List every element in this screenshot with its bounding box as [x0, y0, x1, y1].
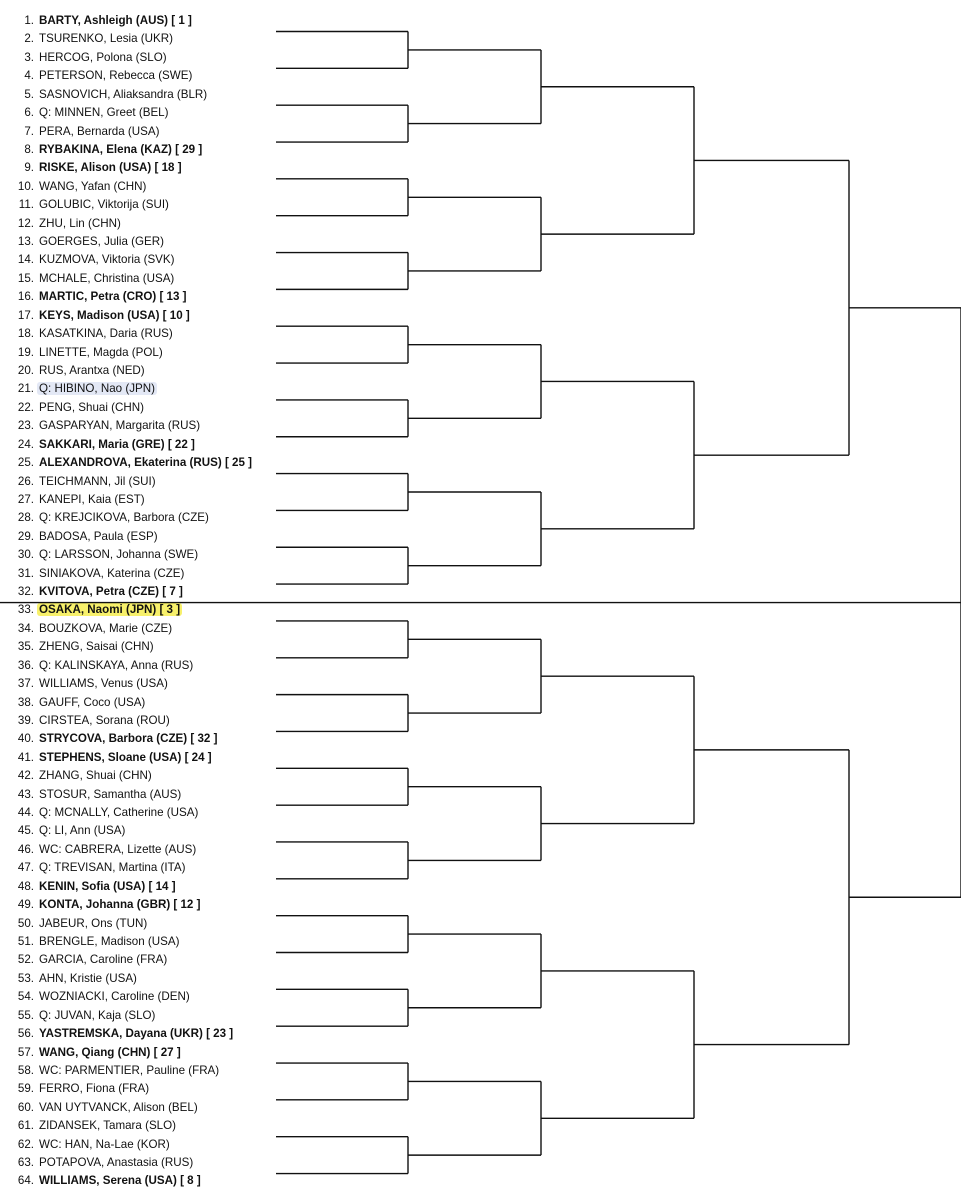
entry-number: 5. [24, 87, 34, 101]
entry-number: 17. [17, 308, 34, 322]
entry-number: 4. [24, 69, 34, 83]
player-name: AHN, Kristie (USA) [39, 971, 137, 985]
entry-number: 54. [17, 990, 34, 1004]
entry-number: 29. [17, 529, 34, 543]
entry-number: 37. [17, 677, 34, 691]
entry-number: 62. [17, 1137, 34, 1151]
entry-number: 31. [17, 566, 34, 580]
player-name: Q: MINNEN, Greet (BEL) [39, 106, 169, 120]
player-name: JABEUR, Ons (TUN) [39, 916, 148, 930]
player-name: Q: KALINSKAYA, Anna (RUS) [39, 658, 194, 672]
player-name: Q: LI, Ann (USA) [39, 824, 126, 838]
entry-number: 32. [17, 585, 34, 599]
entry-number: 55. [17, 1008, 34, 1022]
entry-number: 45. [17, 824, 34, 838]
entry-number: 59. [17, 1082, 34, 1096]
player-name: MARTIC, Petra (CRO) [ 13 ] [39, 290, 187, 304]
player-name: ZIDANSEK, Tamara (SLO) [39, 1119, 177, 1133]
player-name: KANEPI, Kaia (EST) [39, 492, 145, 506]
entry-number: 27. [17, 492, 34, 506]
player-name: TEICHMANN, Jil (SUI) [39, 474, 156, 488]
entry-number: 12. [17, 216, 34, 230]
entry-number: 21. [17, 382, 34, 396]
entry-number: 51. [17, 935, 34, 948]
player-name: ZHENG, Saisai (CHN) [39, 640, 154, 654]
player-name: ZHANG, Shuai (CHN) [39, 769, 152, 783]
player-name: VAN UYTVANCK, Alison (BEL) [39, 1100, 198, 1114]
player-name: SINIAKOVA, Katerina (CZE) [39, 566, 185, 580]
player-name: HERCOG, Polona (SLO) [39, 50, 167, 64]
entry-number: 8. [24, 142, 34, 156]
player-name: KVITOVA, Petra (CZE) [ 7 ] [39, 585, 183, 599]
player-name: WANG, Yafan (CHN) [39, 179, 147, 193]
player-name: STRYCOVA, Barbora (CZE) [ 32 ] [39, 732, 218, 746]
entry-number: 33. [17, 603, 34, 617]
player-name: CIRSTEA, Sorana (ROU) [39, 713, 170, 727]
player-name: TSURENKO, Lesia (UKR) [39, 32, 173, 46]
entry-number: 36. [17, 658, 34, 672]
player-name: KEYS, Madison (USA) [ 10 ] [39, 308, 190, 322]
entry-number: 24. [17, 437, 34, 451]
entry-number: 47. [17, 861, 34, 875]
player-name: POTAPOVA, Anastasia (RUS) [39, 1156, 194, 1170]
entry-number: 63. [17, 1156, 34, 1170]
player-name: STEPHENS, Sloane (USA) [ 24 ] [39, 750, 212, 764]
player-name: ALEXANDROVA, Ekaterina (RUS) [ 25 ] [39, 456, 253, 470]
entry-number: 30. [17, 548, 34, 562]
player-name: BARTY, Ashleigh (AUS) [ 1 ] [39, 14, 192, 27]
entry-number: 44. [17, 806, 34, 820]
entry-number: 26. [17, 474, 34, 488]
entry-number: 19. [17, 345, 34, 359]
entry-number: 3. [24, 50, 34, 64]
entry-number: 38. [17, 695, 34, 709]
entry-number: 48. [17, 879, 34, 893]
player-name: GASPARYAN, Margarita (RUS) [39, 419, 201, 433]
player-name: WOZNIACKI, Caroline (DEN) [39, 990, 190, 1004]
player-name: GAUFF, Coco (USA) [39, 695, 146, 709]
entry-number: 16. [17, 290, 34, 304]
entry-number: 7. [24, 124, 34, 138]
entry-number: 6. [24, 106, 34, 120]
entry-number: 50. [17, 916, 34, 930]
player-name: Q: KREJCIKOVA, Barbora (CZE) [39, 511, 209, 525]
entry-number: 10. [17, 179, 34, 193]
entry-number: 56. [17, 1027, 34, 1041]
player-name: BOUZKOVA, Marie (CZE) [39, 621, 173, 635]
entry-number: 61. [17, 1119, 34, 1133]
entry-number: 41. [17, 750, 34, 764]
player-name: WANG, Qiang (CHN) [ 27 ] [39, 1045, 181, 1059]
player-name: WILLIAMS, Venus (USA) [39, 677, 168, 691]
entry-number: 60. [17, 1100, 34, 1114]
player-name: KENIN, Sofia (USA) [ 14 ] [39, 879, 176, 893]
player-name: GOLUBIC, Viktorija (SUI) [39, 198, 169, 212]
player-name: WILLIAMS, Serena (USA) [ 8 ] [39, 1174, 201, 1188]
player-name: BRENGLE, Madison (USA) [39, 935, 180, 948]
entry-number: 40. [17, 732, 34, 746]
entry-number: 1. [24, 14, 34, 27]
entry-number: 20. [17, 363, 34, 377]
player-name: RUS, Arantxa (NED) [39, 363, 145, 377]
player-name: Q: JUVAN, Kaja (SLO) [39, 1008, 156, 1022]
entry-number: 58. [17, 1063, 34, 1077]
entry-number: 18. [17, 327, 34, 341]
player-name: WC: PARMENTIER, Pauline (FRA) [39, 1063, 220, 1077]
player-name: BADOSA, Paula (ESP) [39, 529, 158, 543]
player-name: YASTREMSKA, Dayana (UKR) [ 23 ] [39, 1027, 234, 1041]
player-name: PENG, Shuai (CHN) [39, 400, 145, 414]
entry-number: 43. [17, 787, 34, 801]
entry-number: 9. [24, 161, 34, 175]
player-name: LINETTE, Magda (POL) [39, 345, 163, 359]
entry-number: 53. [17, 971, 34, 985]
player-name: WC: CABRERA, Lizette (AUS) [39, 842, 197, 856]
player-name: FERRO, Fiona (FRA) [39, 1082, 150, 1096]
player-name: PERA, Bernarda (USA) [39, 124, 160, 138]
player-name: KASATKINA, Daria (RUS) [39, 327, 173, 341]
player-name: RYBAKINA, Elena (KAZ) [ 29 ] [39, 142, 203, 156]
entry-number: 35. [17, 640, 34, 654]
entry-number: 57. [17, 1045, 34, 1059]
player-name: GOERGES, Julia (GER) [39, 235, 164, 249]
player-name: KUZMOVA, Viktoria (SVK) [39, 253, 175, 267]
player-name: RISKE, Alison (USA) [ 18 ] [39, 161, 182, 175]
entry-number: 34. [17, 621, 34, 635]
entry-number: 52. [17, 953, 34, 967]
entry-number: 42. [17, 769, 34, 783]
player-name: Q: HIBINO, Nao (JPN) [39, 382, 155, 396]
entry-number: 14. [17, 253, 34, 267]
player-name: SASNOVICH, Aliaksandra (BLR) [39, 87, 208, 101]
player-name: MCHALE, Christina (USA) [39, 271, 175, 285]
entry-number: 11. [18, 198, 34, 212]
entry-number: 22. [17, 400, 34, 414]
player-name: KONTA, Johanna (GBR) [ 12 ] [39, 898, 201, 912]
player-name: SAKKARI, Maria (GRE) [ 22 ] [39, 437, 195, 451]
player-name: Q: LARSSON, Johanna (SWE) [39, 548, 199, 562]
entry-number: 23. [17, 419, 34, 433]
entry-number: 46. [17, 842, 34, 856]
player-name: ZHU, Lin (CHN) [39, 216, 121, 230]
entry-number: 39. [17, 713, 34, 727]
player-name: GARCIA, Caroline (FRA) [39, 953, 168, 967]
player-name: PETERSON, Rebecca (SWE) [39, 69, 193, 83]
player-name: Q: TREVISAN, Martina (ITA) [39, 861, 186, 875]
entry-number: 15. [17, 271, 34, 285]
player-name: WC: HAN, Na-Lae (KOR) [39, 1137, 170, 1151]
entry-number: 13. [17, 235, 34, 249]
entry-number: 28. [17, 511, 34, 525]
player-name: STOSUR, Samantha (AUS) [39, 787, 182, 801]
entry-number: 64. [17, 1174, 34, 1188]
entry-number: 25. [17, 456, 34, 470]
entry-number: 49. [17, 898, 34, 912]
player-name: OSAKA, Naomi (JPN) [ 3 ] [39, 603, 181, 617]
player-name: Q: MCNALLY, Catherine (USA) [39, 806, 199, 820]
entry-number: 2. [24, 32, 34, 46]
